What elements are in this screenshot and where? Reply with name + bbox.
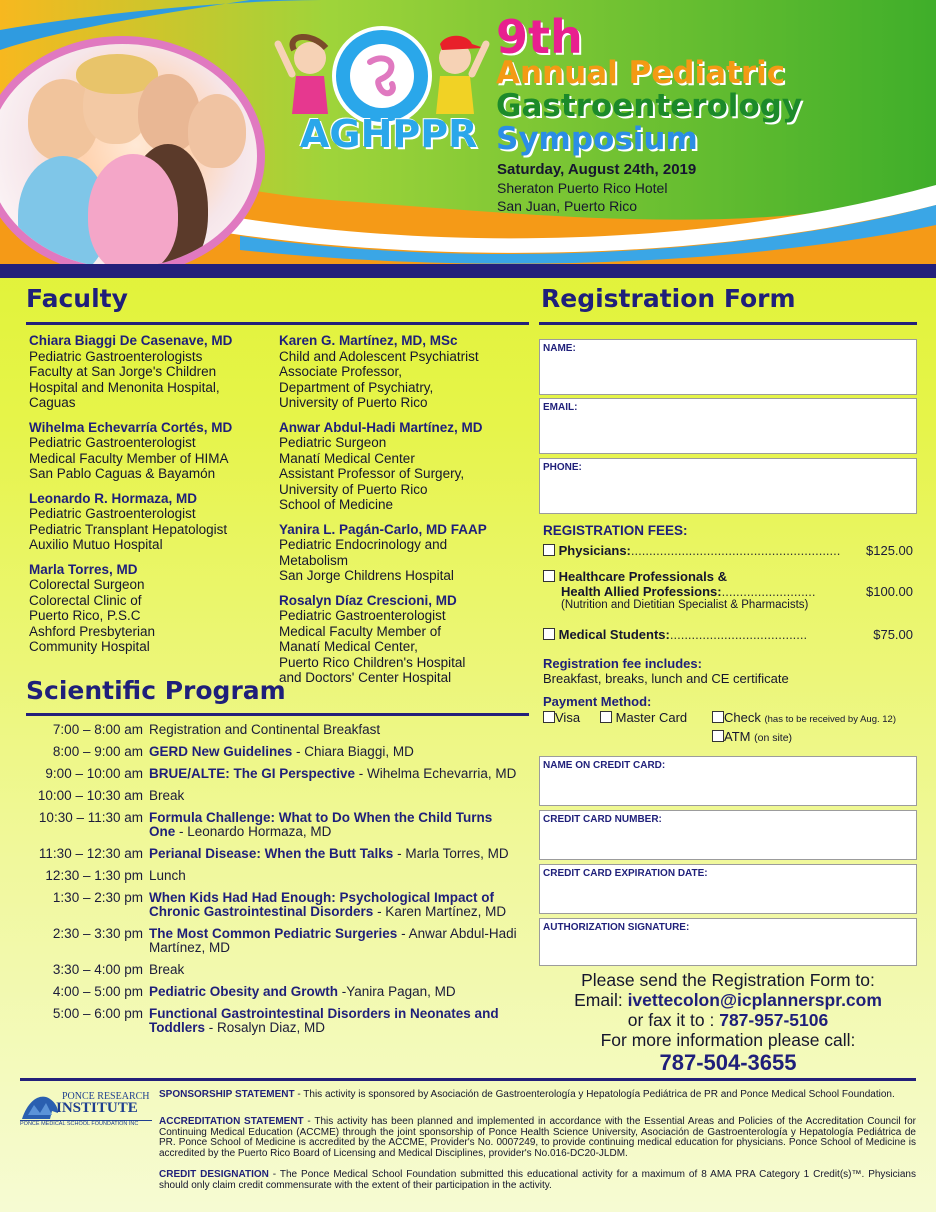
program-time: 10:00 – 10:30 am [37, 788, 143, 803]
faculty-detail: School of Medicine [279, 497, 394, 512]
card-number-label: CREDIT CARD NUMBER: [543, 814, 662, 825]
event-title [496, 10, 803, 157]
program-row [20, 767, 520, 781]
program-session [149, 789, 520, 803]
faculty-heading: Faculty [26, 284, 128, 313]
includes-heading: Registration fee includes: [543, 656, 702, 671]
check-label: Check [724, 710, 761, 725]
program-row [20, 869, 520, 883]
faculty-detail: University of Puerto Rico [279, 395, 428, 410]
program-time: 9:00 – 10:00 am [45, 766, 143, 781]
faculty-name: Karen G. Martínez, MD, MSc [279, 333, 458, 348]
faculty-detail: Puerto Rico, P.S.C [29, 608, 141, 623]
program-row [20, 891, 520, 919]
faculty-name: Marla Torres, MD [29, 561, 138, 577]
session-speaker: - Chiara Biaggi, MD [292, 744, 414, 759]
faculty-detail: Department of Psychiatry, [279, 379, 434, 395]
faculty-detail: Pediatric Transplant Hepatologist [29, 521, 228, 537]
program-time: 4:00 – 5:00 pm [52, 984, 143, 999]
accreditation-label: ACCREDITATION STATEMENT [159, 1116, 304, 1127]
faculty-detail: Auxilio Mutuo Hospital [29, 537, 163, 552]
atm-checkbox[interactable] [712, 730, 724, 742]
session-speaker: - Wihelma Echevarria, MD [355, 766, 517, 781]
program-session [149, 985, 520, 999]
faculty-member [279, 420, 529, 513]
email-line [539, 990, 917, 1010]
child-shirt [88, 154, 178, 264]
card-expiration-field[interactable] [539, 864, 917, 914]
event-details [497, 161, 696, 215]
faculty-name: Wihelma Echevarría Cortés, MD [29, 419, 233, 435]
faculty-name: Anwar Abdul-Hadi Martínez, MD [279, 419, 483, 435]
session-speaker: - Anwar Abdul-Hadi Martínez, MD [149, 926, 517, 955]
faculty-detail: Hospital and Menonita Hospital, [29, 379, 220, 395]
title-line-gastro: Gastroenterology [496, 88, 803, 124]
event-city: San Juan, Puerto Rico [497, 198, 638, 214]
program-session [149, 963, 520, 977]
payment-mastercard [600, 710, 687, 725]
registration-heading: Registration Form [541, 284, 796, 313]
faculty-name: Rosalyn Díaz Crescioni, MD [279, 592, 457, 608]
logo-acronym: AGHPPR [300, 112, 478, 156]
fee-healthcare [543, 569, 913, 584]
name-on-card-field[interactable] [539, 756, 917, 806]
program-session [149, 745, 520, 759]
card-expiration-label: CREDIT CARD EXPIRATION DATE: [543, 868, 708, 879]
faculty-detail: Colorectal Clinic of [29, 592, 142, 608]
accreditation-statement [159, 1117, 916, 1159]
logo-line-1: PONCE RESEARCH [62, 1091, 150, 1102]
phone-field[interactable] [539, 458, 917, 514]
program-time: 12:30 – 1:30 pm [45, 868, 143, 883]
faculty-member [29, 491, 279, 553]
fee-healthcare-line2: Health Allied Professions:.......................... $100.00 [561, 584, 913, 599]
faculty-detail: Child and Adolescent Psychiatrist [279, 348, 479, 364]
session-speaker: - Rosalyn Diaz, MD [205, 1020, 326, 1035]
students-label: Medical Students: [558, 627, 670, 642]
credit-designation [159, 1170, 916, 1191]
fee-physicians: Physicians:.......................................................... $125.00 [543, 543, 913, 558]
healthcare-checkbox[interactable] [543, 570, 555, 582]
physicians-checkbox[interactable] [543, 544, 555, 556]
faculty-detail: Manatí Medical Center, [279, 639, 418, 654]
registration-rule [539, 322, 917, 325]
faculty-detail: Associate Professor, [279, 364, 403, 379]
mastercard-checkbox[interactable] [600, 711, 612, 723]
program-row [20, 1007, 520, 1035]
session-title: Pediatric Obesity and Growth [149, 984, 339, 999]
atm-note: (on site) [754, 732, 793, 744]
faculty-member [29, 333, 279, 411]
faculty-detail: Pediatric Endocrinology and [279, 537, 448, 552]
faculty-column-left [29, 333, 279, 664]
session-speaker: Registration and Continental Breakfast [149, 722, 381, 737]
session-title: When Kids Had Had Enough: Psychological Impact of Chronic Gastrointestinal Disorders [149, 890, 495, 919]
institute-emblem-icon [20, 1091, 60, 1121]
session-speaker: - Karen Martínez, MD [373, 904, 507, 919]
faculty-member [279, 333, 529, 411]
event-venue: Sheraton Puerto Rico Hotel [497, 180, 668, 196]
sponsorship-text: - This activity is sponsored by Asociación de Gastroenterología y Hepatología Pediátrica de PR and Ponce Medical School Foundation. [294, 1089, 895, 1100]
faculty-detail: Ashford Presbyterian [29, 623, 156, 639]
program-time: 3:30 – 4:00 pm [52, 962, 143, 977]
program-time: 10:30 – 11:30 am [38, 810, 143, 825]
fee-students: Medical Students:...................................... $75.00 [543, 627, 913, 642]
healthcare-label-line2: Health Allied Professions: [561, 584, 722, 599]
program-time: 1:30 – 2:30 pm [52, 890, 143, 905]
session-speaker: -Yanira Pagan, MD [338, 984, 456, 999]
faculty-name: Chiara Biaggi De Casenave, MD [29, 333, 233, 348]
program-session [149, 767, 520, 781]
program-time: 2:30 – 3:30 pm [52, 926, 143, 941]
session-title: BRUE/ALTE: The GI Perspective [149, 766, 356, 781]
physicians-amount: $125.00 [866, 543, 913, 558]
program-session [149, 869, 520, 883]
header-divider-band [0, 264, 936, 278]
faculty-detail: Pediatric Gastroenterologists [29, 348, 203, 364]
contact-email-link[interactable]: ivettecolon@icplannerspr.com [627, 990, 882, 1010]
session-speaker: Break [149, 962, 185, 977]
session-title: GERD New Guidelines [149, 744, 293, 759]
accreditation-text: - This activity has been planned and implemented in accordance with the Essential Areas and Policies of the Accreditation Council for Continuing Medical Education (ACCME) through the joint sponsorship of Ponce Health Science University, Asociación de Gastroenterología y Hepatología Pediátrica de PR. Ponce School of Medicine is accredited by the ACCME, Provider's No. 0007249, to provide continuing medical education for physicians. Ponce School of Medicine is accredited by the Puerto Rico Board of Licensing and Medical Disciplines, provider's No.016-DC20-JLDM. [159, 1116, 916, 1159]
faculty-member [29, 420, 279, 482]
mastercard-label: Master Card [615, 710, 688, 725]
students-checkbox[interactable] [543, 628, 555, 640]
check-note: (has to be received by Aug. 12) [764, 714, 896, 725]
atm-label: ATM [724, 729, 751, 744]
info-instruction: For more information please call: [600, 1030, 856, 1050]
event-date: Saturday, August 24th, 2019 [497, 161, 697, 178]
title-edition: 9th [496, 10, 583, 64]
footer-rule [20, 1078, 916, 1081]
contact-phone: 787-504-3655 [659, 1050, 797, 1075]
sponsorship-label: SPONSORSHIP STATEMENT [159, 1089, 295, 1100]
program-row [20, 847, 520, 861]
faculty-detail: University of Puerto Rico [279, 481, 428, 497]
healthcare-amount: $100.00 [866, 584, 913, 599]
logo-line-2: INSTITUTE [56, 1100, 138, 1116]
phone-field-label: PHONE: [543, 462, 582, 473]
name-field[interactable] [539, 339, 917, 395]
session-speaker: - Leonardo Hormaza, MD [175, 824, 332, 839]
email-label: Email: [574, 990, 628, 1010]
contact-block [539, 970, 917, 1076]
faculty-detail: Medical Faculty Member of HIMA [29, 450, 229, 466]
program-session [149, 723, 520, 737]
send-instruction: Please send the Registration Form to: [581, 970, 875, 990]
program-row [20, 927, 520, 955]
fax-line [539, 1010, 917, 1030]
visa-label: Visa [555, 710, 581, 725]
faculty-detail: Caguas [29, 395, 76, 410]
payment-visa [543, 710, 580, 725]
program-session [149, 891, 520, 919]
faculty-member [279, 522, 529, 584]
faculty-detail: Faculty at San Jorge's Children [29, 364, 217, 379]
faculty-name: Yanira L. Pagán-Carlo, MD FAAP [279, 521, 487, 537]
faculty-detail: Puerto Rico Children's Hospital [279, 654, 466, 670]
program-row [20, 723, 520, 737]
faculty-detail: Pediatric Gastroenterologist [29, 506, 196, 521]
email-field-label: EMAIL: [543, 402, 578, 413]
payment-atm [712, 729, 792, 744]
faculty-column-right [279, 333, 529, 695]
program-schedule [20, 723, 520, 1043]
includes-text: Breakfast, breaks, lunch and CE certificate [543, 671, 789, 686]
fees-heading: REGISTRATION FEES: [543, 523, 688, 538]
session-title: Functional Gastrointestinal Disorders in Neonates and Toddlers [149, 1006, 499, 1035]
session-speaker: - Marla Torres, MD [393, 846, 509, 861]
faculty-detail: Medical Faculty Member of [279, 623, 442, 639]
credit-text: - The Ponce Medical School Foundation submitted this educational activity for a maximum of 8 AMA PRA Category 1 Credit(s)™. Physicians should only claim credit commensurate with the extent of their participation in the activity. [159, 1169, 916, 1191]
program-heading: Scientific Program [26, 676, 286, 705]
title-line-symposium: Symposium [496, 121, 698, 157]
program-time: 8:00 – 9:00 am [52, 744, 143, 759]
faculty-detail: San Pablo Caguas & Bayamón [29, 466, 216, 481]
signature-field[interactable] [539, 918, 917, 966]
credit-label: CREDIT DESIGNATION [159, 1169, 269, 1180]
title-line-annual: Annual Pediatric [496, 55, 786, 91]
faculty-rule [26, 322, 529, 325]
program-row [20, 985, 520, 999]
payment-heading: Payment Method: [543, 694, 652, 709]
check-checkbox[interactable] [712, 711, 724, 723]
program-time: 7:00 – 8:00 am [52, 722, 143, 737]
program-rule [26, 713, 529, 716]
program-row [20, 963, 520, 977]
payment-check [712, 710, 896, 725]
faculty-name: Leonardo R. Hormaza, MD [29, 490, 198, 506]
sponsorship-statement [159, 1090, 916, 1101]
child-face [188, 94, 246, 168]
faculty-detail: and Doctors' Center Hospital [279, 670, 452, 685]
ponce-institute-logo [20, 1089, 152, 1129]
faculty-detail: Community Hospital [29, 639, 150, 654]
physicians-label: Physicians: [558, 543, 631, 558]
signature-label: AUTHORIZATION SIGNATURE: [543, 922, 690, 933]
program-session [149, 811, 520, 839]
program-session [149, 1007, 520, 1035]
students-amount: $75.00 [873, 627, 913, 642]
faculty-member [279, 593, 529, 686]
healthcare-note: (Nutrition and Dietitian Specialist & Pharmacists) [561, 599, 809, 611]
faculty-detail: San Jorge Childrens Hospital [279, 568, 454, 583]
faculty-member [29, 562, 279, 655]
visa-checkbox[interactable] [543, 711, 555, 723]
program-session [149, 847, 520, 861]
faculty-detail: Pediatric Gastroenterologist [29, 435, 196, 450]
faculty-detail: Pediatric Gastroenterologist [279, 608, 446, 623]
email-field[interactable] [539, 398, 917, 454]
healthcare-label-line1: Healthcare Professionals & [558, 569, 727, 584]
name-field-label: NAME: [543, 343, 576, 354]
program-time: 11:30 – 12:30 am [38, 846, 143, 861]
program-row [20, 789, 520, 803]
name-on-card-label: NAME ON CREDIT CARD: [543, 760, 666, 771]
faculty-detail: Assistant Professor of Surgery, [279, 466, 465, 481]
faculty-detail: Metabolism [279, 552, 349, 568]
faculty-detail: Colorectal Surgeon [29, 577, 145, 592]
session-title: Formula Challenge: What to Do When the Child Turns One [149, 810, 493, 839]
fax-number: 787-957-5106 [719, 1010, 829, 1030]
card-number-field[interactable] [539, 810, 917, 860]
header-banner [0, 0, 936, 264]
program-time: 5:00 – 6:00 pm [52, 1006, 143, 1021]
fax-label: or fax it to : [627, 1010, 720, 1030]
session-speaker: Break [149, 788, 185, 803]
session-title: Perianal Disease: When the Butt Talks [149, 846, 394, 861]
faculty-detail: Manatí Medical Center [279, 450, 415, 466]
logo-line-3: PONCE MEDICAL SCHOOL FOUNDATION INC [20, 1120, 152, 1127]
faculty-detail: Pediatric Surgeon [279, 435, 387, 450]
program-row [20, 745, 520, 759]
program-session [149, 927, 520, 955]
session-title: The Most Common Pediatric Surgeries [149, 926, 398, 941]
program-row [20, 811, 520, 839]
session-speaker: Lunch [149, 868, 186, 883]
